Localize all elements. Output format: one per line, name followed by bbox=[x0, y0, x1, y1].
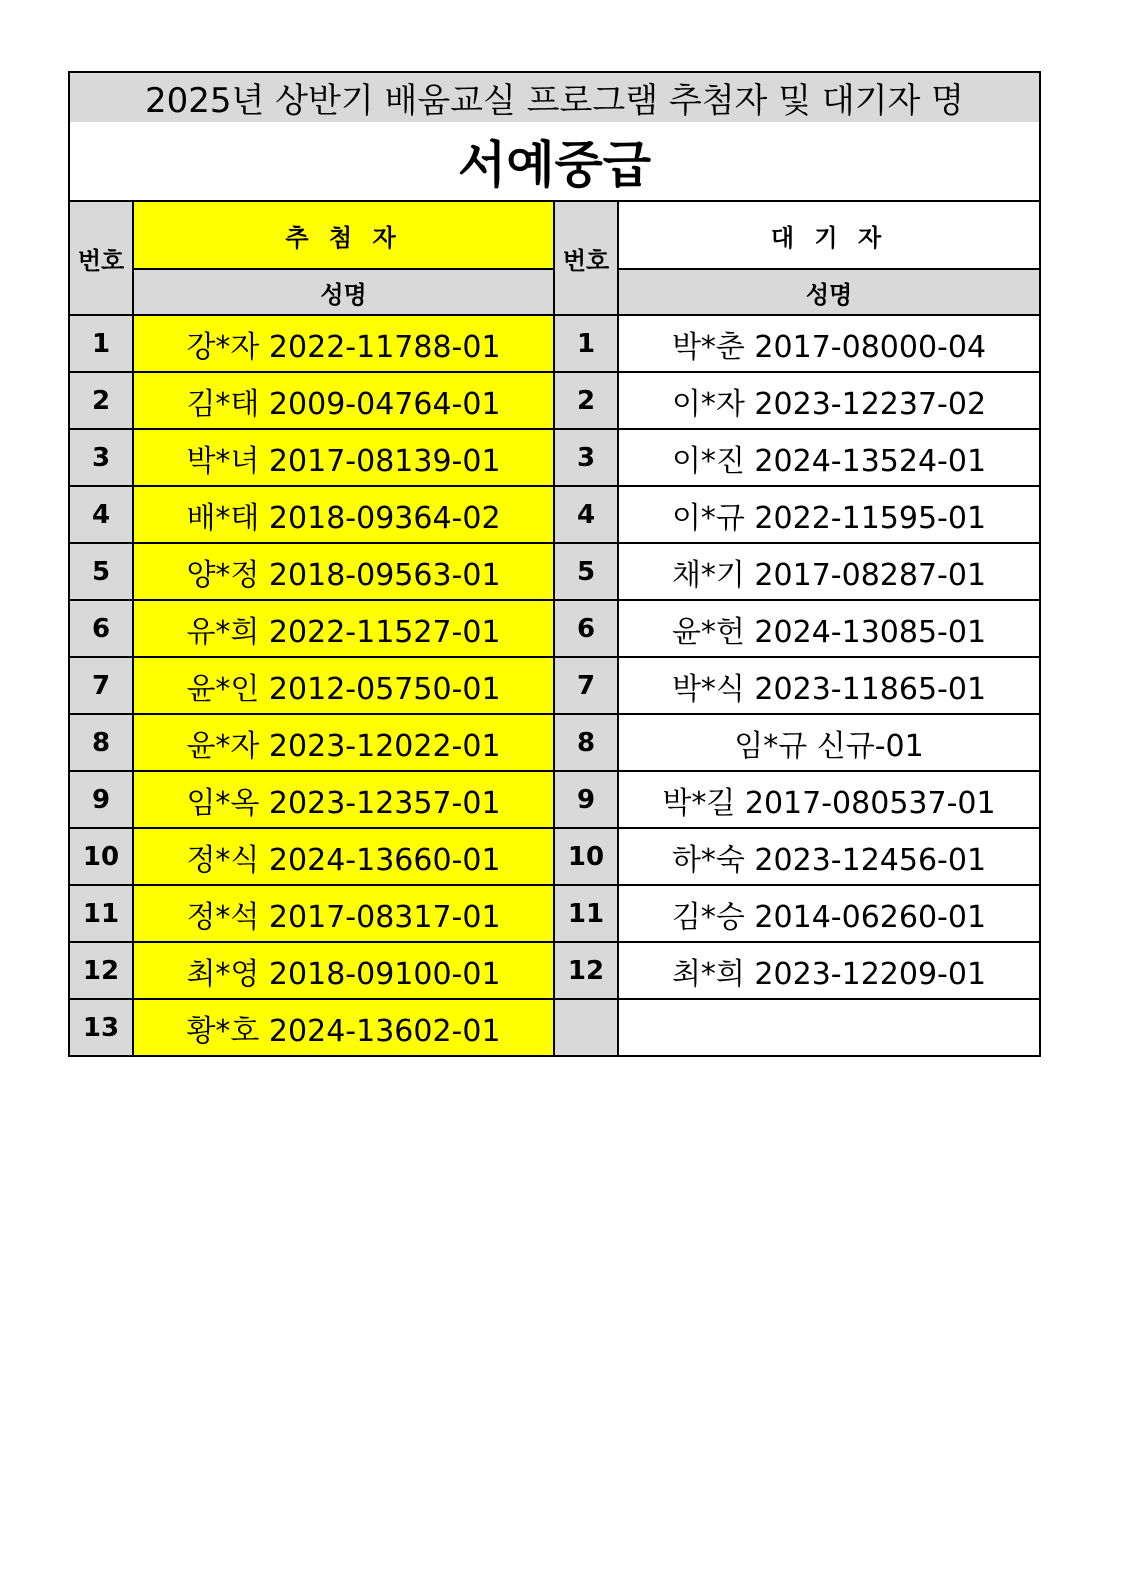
waitlist-number: 8 bbox=[554, 714, 618, 771]
waitlist-name: 이*자 2023-12237-02 bbox=[618, 372, 1040, 429]
waitlist-name: 이*진 2024-13524-01 bbox=[618, 429, 1040, 486]
waitlist-number: 9 bbox=[554, 771, 618, 828]
winner-number: 13 bbox=[69, 999, 133, 1056]
winner-number: 8 bbox=[69, 714, 133, 771]
winner-number: 7 bbox=[69, 657, 133, 714]
winner-name: 황*호 2024-13602-01 bbox=[133, 999, 554, 1056]
winner-name: 임*옥 2023-12357-01 bbox=[133, 771, 554, 828]
waitlist-number: 2 bbox=[554, 372, 618, 429]
winner-number: 5 bbox=[69, 543, 133, 600]
waitlist-name: 이*규 2022-11595-01 bbox=[618, 486, 1040, 543]
roster-sheet bbox=[68, 71, 1039, 1057]
winners-number-header: 번호 bbox=[69, 201, 133, 315]
waitlist-number: 12 bbox=[554, 942, 618, 999]
table-row bbox=[69, 828, 1040, 885]
table-row bbox=[69, 714, 1040, 771]
winners-group-header: 추 첨 자 bbox=[133, 201, 554, 269]
waitlist-name: 채*기 2017-08287-01 bbox=[618, 543, 1040, 600]
winner-number: 10 bbox=[69, 828, 133, 885]
waitlist-number: 7 bbox=[554, 657, 618, 714]
winner-number: 2 bbox=[69, 372, 133, 429]
waitlist-name: 박*식 2023-11865-01 bbox=[618, 657, 1040, 714]
waitlist-number: 4 bbox=[554, 486, 618, 543]
winner-number: 4 bbox=[69, 486, 133, 543]
waitlist-number: 5 bbox=[554, 543, 618, 600]
winner-name: 유*희 2022-11527-01 bbox=[133, 600, 554, 657]
table-row bbox=[69, 486, 1040, 543]
roster-table bbox=[68, 71, 1041, 1057]
waitlist-number: 11 bbox=[554, 885, 618, 942]
winner-number: 3 bbox=[69, 429, 133, 486]
waitlist-number: 6 bbox=[554, 600, 618, 657]
waitlist-number: 10 bbox=[554, 828, 618, 885]
winner-name: 윤*자 2023-12022-01 bbox=[133, 714, 554, 771]
table-row bbox=[69, 657, 1040, 714]
class-name: 서예중급 bbox=[69, 122, 1040, 201]
waitlist-name-header: 성명 bbox=[618, 269, 1040, 315]
winner-name: 배*태 2018-09364-02 bbox=[133, 486, 554, 543]
winner-number: 9 bbox=[69, 771, 133, 828]
table-row bbox=[69, 885, 1040, 942]
document-title: 2025년 상반기 배움교실 프로그램 추첨자 및 대기자 명 bbox=[69, 72, 1040, 122]
table-row bbox=[69, 429, 1040, 486]
table-row bbox=[69, 372, 1040, 429]
winner-number: 6 bbox=[69, 600, 133, 657]
table-row bbox=[69, 315, 1040, 372]
table-row bbox=[69, 543, 1040, 600]
winner-number: 1 bbox=[69, 315, 133, 372]
winner-number: 12 bbox=[69, 942, 133, 999]
winner-name: 김*태 2009-04764-01 bbox=[133, 372, 554, 429]
waitlist-group-header: 대 기 자 bbox=[618, 201, 1040, 269]
waitlist-name: 최*희 2023-12209-01 bbox=[618, 942, 1040, 999]
winner-number: 11 bbox=[69, 885, 133, 942]
winner-name: 윤*인 2012-05750-01 bbox=[133, 657, 554, 714]
waitlist-number-header: 번호 bbox=[554, 201, 618, 315]
waitlist-name: 윤*헌 2024-13085-01 bbox=[618, 600, 1040, 657]
winner-name: 박*녀 2017-08139-01 bbox=[133, 429, 554, 486]
table-row bbox=[69, 999, 1040, 1056]
table-row bbox=[69, 600, 1040, 657]
waitlist-name: 박*길 2017-080537-01 bbox=[618, 771, 1040, 828]
waitlist-number: 1 bbox=[554, 315, 618, 372]
table-row bbox=[69, 771, 1040, 828]
waitlist-name: 박*춘 2017-08000-04 bbox=[618, 315, 1040, 372]
winner-name: 양*정 2018-09563-01 bbox=[133, 543, 554, 600]
table-row bbox=[69, 942, 1040, 999]
winner-name: 정*석 2017-08317-01 bbox=[133, 885, 554, 942]
waitlist-number bbox=[554, 999, 618, 1056]
waitlist-name bbox=[618, 999, 1040, 1056]
waitlist-name: 하*숙 2023-12456-01 bbox=[618, 828, 1040, 885]
winners-name-header: 성명 bbox=[133, 269, 554, 315]
winner-name: 최*영 2018-09100-01 bbox=[133, 942, 554, 999]
waitlist-name: 임*규 신규-01 bbox=[618, 714, 1040, 771]
winner-name: 강*자 2022-11788-01 bbox=[133, 315, 554, 372]
waitlist-number: 3 bbox=[554, 429, 618, 486]
waitlist-name: 김*승 2014-06260-01 bbox=[618, 885, 1040, 942]
winner-name: 정*식 2024-13660-01 bbox=[133, 828, 554, 885]
